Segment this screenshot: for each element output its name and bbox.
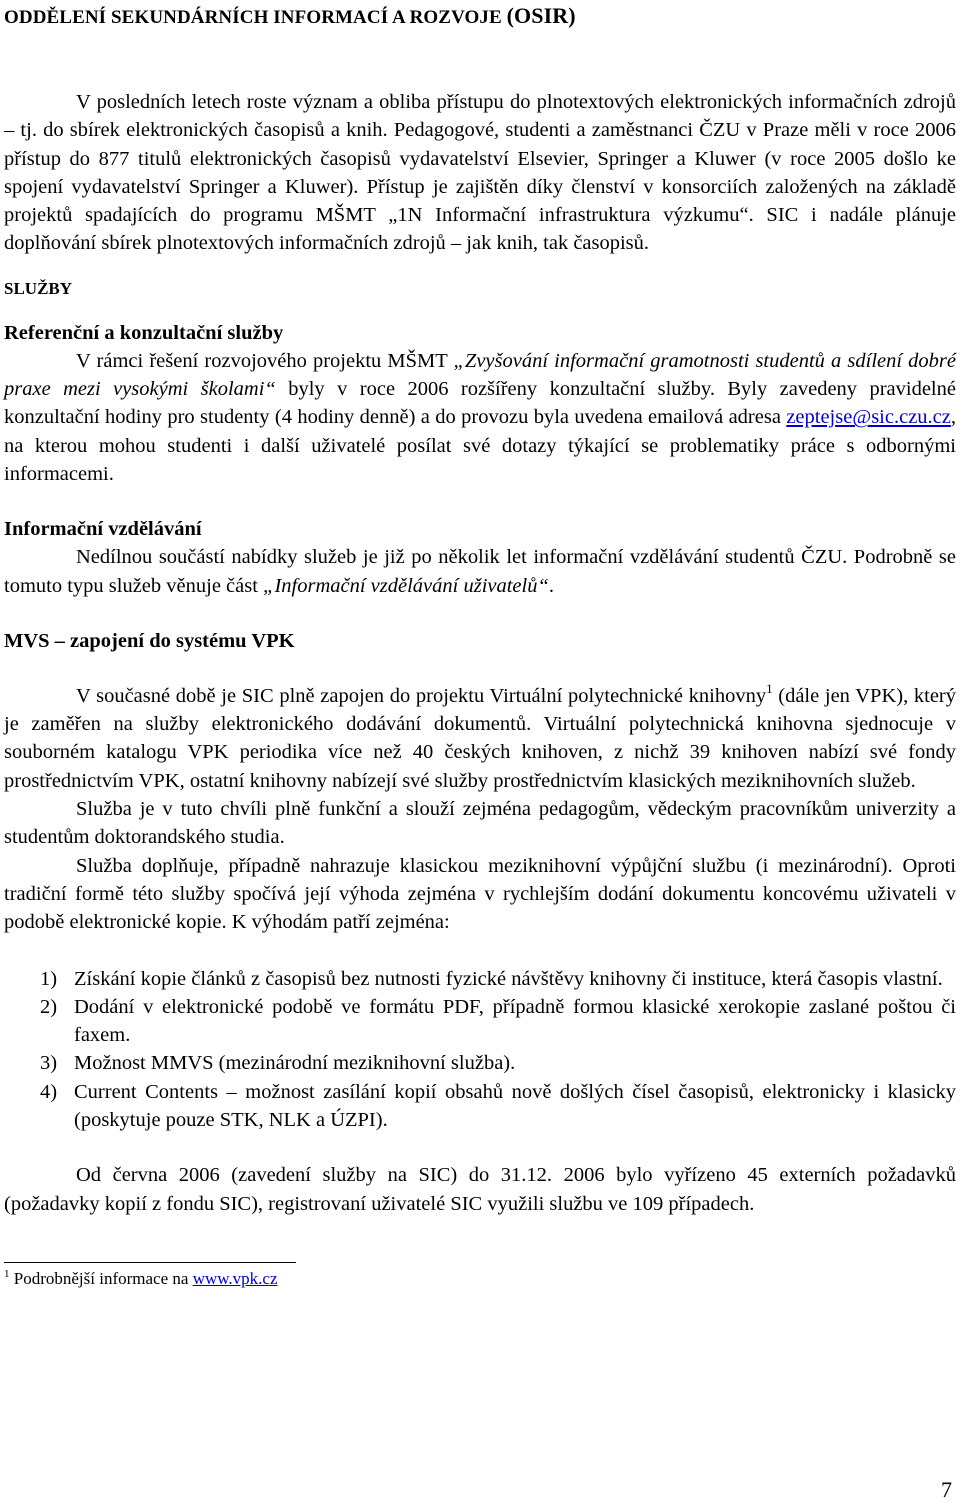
footnote-link[interactable]: www.vpk.cz: [192, 1268, 278, 1288]
list-item: [4, 965, 956, 993]
mvs-paragraph-4: Od června 2006 (zavedení služby na SIC) do 31.12. 2006 bylo vyřízeno 45 externích požadavků (požadavky kopií z fondu SIC), registrovaní uživatelé SIC využili službu ve 109 případech.: [4, 1164, 956, 1215]
page-number: 7: [941, 1477, 952, 1502]
footnote-separator: [4, 1262, 296, 1263]
education-text-b: .: [548, 574, 555, 597]
reference-text-c: , na kterou mohou studenti i další uživatelé posílat své dotazy týkající se problematiky práce s odbornými informacemi.: [4, 406, 956, 485]
reference-text-a: V rámci řešení rozvojového projektu MŠMT: [76, 349, 454, 372]
heading-mvs: MVS – zapojení do systému VPK: [4, 629, 295, 652]
project-name: „Zvyšování informační gramotnosti studentů a sdílení dobré praxe mezi vysokými školami“: [4, 349, 957, 401]
list-item-text: Current Contents – možnost zasílání kopií obsahů nově došlých čísel časopisů, elektronicky i klasicky (poskytuje pouze STK, NLK a ÚZPI).: [74, 1080, 956, 1132]
list-item-number: 1): [40, 967, 58, 990]
list-item-number: 4): [40, 1080, 58, 1103]
mvs-p1-text-b: (dále jen VPK), který je zaměřen na služby elektronického dodávání dokumentů. Virtuální polytechnická knihovna sjednocuje v souborném katalogu VPK periodika více než 40 českých knihoven, z nichž 39 knihoven nabízí své fondy prostřednictvím VPK, ostatní knihovny nabízejí své služby prostřednictvím klasických meziknihovních služeb.: [4, 684, 956, 792]
education-part-title: „Informační vzdělávání uživatelů“: [263, 574, 549, 597]
intro-paragraph: V posledních letech roste význam a obliba přístupu do plnotextových elektronických informačních zdrojů – tj. do sbírek elektronických časopisů a knih. Pedagogové, studenti a zaměstnanci ČZU v Praze měli v roce 2006 přístup do 877 titulů elektronických časopisů vydavatelství Elsevier, Springer a Kluwer (v roce 2005 došlo ke spojení vydavatelství Springer a Kluwer). Přístup je zajištěn díky členství v konsorciích založených na základě projektů spadajících do programu MŠMT „1N Informační infrastruktura výzkumu“. SIC i nadále plánuje doplňování sbírek plnotextových informačních zdrojů – jak knih, tak časopisů.: [4, 91, 956, 255]
title-abbr: (OSIR): [506, 3, 576, 28]
mvs-paragraph-3: Služba doplňuje, případně nahrazuje klasickou meziknihovní výpůjční službu (i mezinárodní). Oproti tradiční formě této služby spočívá její výhoda zejména v rychlejším dodání dokumentu koncovému uživateli v podobě elektronické kopie. K výhodám patří zejména:: [4, 854, 956, 934]
reference-text-b: byly v roce 2006 rozšířeny konzultační služby. Byly zavedeny pravidelné konzultační hodiny pro studenty (4 hodiny denně) a do provozu byla uvedena emailová adresa: [4, 378, 956, 429]
education-paragraph: [4, 543, 956, 600]
page-title: [4, 2, 956, 32]
footnote: [4, 1267, 956, 1291]
footnote-text: Podrobnější informace na: [9, 1268, 193, 1288]
list-item-text: Možnost MMVS (mezinárodní meziknihovní služba).: [74, 1052, 516, 1075]
mvs-paragraph-1: [4, 682, 956, 795]
email-link[interactable]: zeptejse@sic.czu.cz: [786, 406, 951, 429]
list-item: [4, 1078, 956, 1135]
mvs-paragraph-2: Služba je v tuto chvíli plně funkční a slouží zejména pedagogům, vědeckým pracovníkům univerzity a studentům doktorandského studia.: [4, 798, 956, 849]
footnote-mark: 1: [4, 1267, 10, 1280]
advantages-list: [4, 965, 956, 1135]
footnote-reference[interactable]: 1: [766, 680, 773, 696]
section-label-services: SLUŽBY: [4, 278, 73, 298]
reference-paragraph: [4, 347, 956, 488]
list-item-number: 2): [40, 995, 58, 1018]
heading-reference-services: Referenční a konzultační služby: [4, 321, 284, 344]
title-text: ODDĚLENÍ SEKUNDÁRNÍCH INFORMACÍ A ROZVOJE: [4, 7, 507, 28]
heading-information-education: Informační vzdělávání: [4, 518, 202, 541]
list-item-text: Získání kopie článků z časopisů bez nutnosti fyzické návštěvy knihovny či instituce, která časopis vlastní.: [74, 967, 943, 990]
mvs-p1-text-a: V současné době je SIC plně zapojen do projektu Virtuální polytechnické knihovny: [76, 684, 767, 707]
list-item-number: 3): [40, 1052, 58, 1075]
document-page: [4, 0, 956, 1291]
list-item-text: Dodání v elektronické podobě ve formátu PDF, případně formou klasické xerokopie zaslané poštou či faxem.: [74, 995, 956, 1047]
education-text-a: Nedílnou součástí nabídky služeb je již po několik let informační vzdělávání studentů ČZU. Podrobně se tomuto typu služeb věnuje část: [4, 546, 956, 597]
list-item: [4, 993, 956, 1050]
list-item: [4, 1049, 956, 1077]
